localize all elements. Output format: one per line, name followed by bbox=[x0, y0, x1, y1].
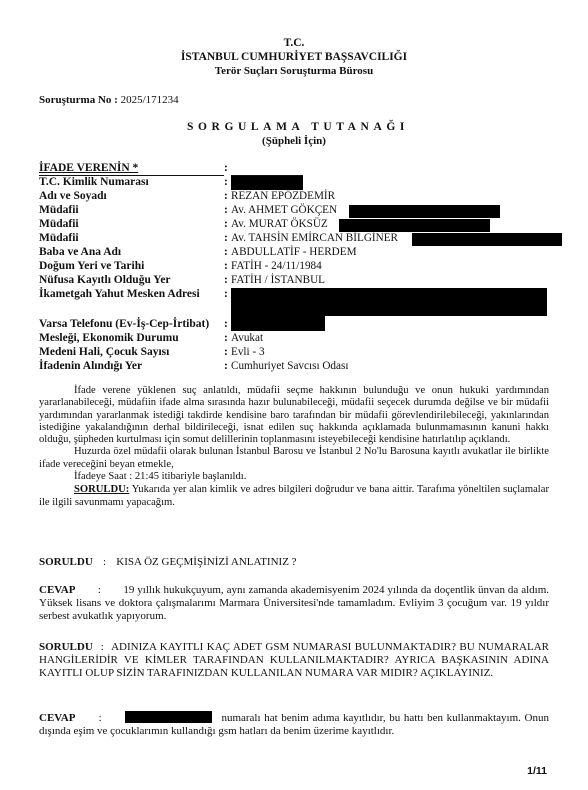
redacted-counsel-1 bbox=[349, 205, 500, 218]
field-colon: : bbox=[224, 346, 228, 358]
answer-2 bbox=[39, 711, 549, 738]
redacted-counsel-3 bbox=[412, 233, 562, 246]
field-value-counsel-3: Av. TAHSİN EMİRCAN BİLGİNER bbox=[231, 232, 399, 244]
counsel-paragraph: Huzurda özel müdafii olarak bulunan İstanbul Barosu ve İstanbul 2 No'lu Barosuna kayıtlı avukatlar ile birlikte ifade vereceğini beyan etmekle, bbox=[39, 446, 549, 470]
field-value-counsel-2: Av. MURAT ÖKSÜZ bbox=[231, 218, 328, 230]
field-label-counsel-3: Müdafii bbox=[39, 232, 79, 244]
document-title: SORGULAMA TUTANAĞI bbox=[187, 121, 409, 133]
redacted-address bbox=[231, 288, 547, 316]
answer-text: 19 yıllık hukukçuyum, aynı zamanda akademisyenim 2024 yılında da doçentlik ünvan da aldım. Yüksek lisans ve doktora çalışmalarımı Marmara Üniversitesi'nde tamamladım. Evliyim 3 çocuğum var. 19 yıldır serbest avukatlık yapıyorum. bbox=[39, 584, 549, 623]
header-tc: T.C. bbox=[283, 37, 305, 49]
rights-notice bbox=[39, 385, 549, 509]
field-label-counsel-1: Müdafii bbox=[39, 204, 79, 216]
field-label-marital: Medeni Hali, Çocuk Sayısı bbox=[39, 346, 170, 358]
redacted-tc-id bbox=[231, 176, 303, 190]
field-value-marital: Evli - 3 bbox=[231, 346, 265, 358]
first-question-paragraph bbox=[39, 484, 549, 509]
field-colon: : bbox=[224, 332, 228, 344]
question-1 bbox=[39, 556, 549, 569]
page-number: 1/11 bbox=[527, 765, 547, 777]
field-colon: : bbox=[224, 274, 228, 286]
field-label-phone: Varsa Telefonu (Ev-İş-Cep-İrtibat) bbox=[39, 318, 210, 330]
field-label-tc-id: T.C. Kimlik Numarası bbox=[39, 176, 149, 188]
redacted-gsm-number bbox=[125, 711, 212, 723]
field-colon: : bbox=[224, 232, 228, 244]
question-label: SORULDU bbox=[39, 641, 93, 653]
field-colon: : bbox=[224, 204, 228, 216]
field-value-birth: FATİH - 24/11/1984 bbox=[231, 260, 322, 272]
question-sep: : bbox=[103, 556, 107, 568]
header-bureau: Terör Suçları Soruşturma Bürosu bbox=[214, 65, 374, 77]
field-colon: : bbox=[224, 218, 228, 230]
field-value-counsel-1: Av. AHMET GÖKÇEN bbox=[231, 204, 338, 216]
answer-sep: : bbox=[97, 584, 101, 596]
header-office: İSTANBUL CUMHURİYET BAŞSAVCILIĞI bbox=[180, 51, 408, 63]
field-colon: : bbox=[224, 176, 228, 188]
question-sep: : bbox=[100, 641, 104, 653]
field-label-parents: Baba ve Ana Adı bbox=[39, 246, 122, 258]
answer-sep: : bbox=[98, 712, 102, 724]
redacted-counsel-2 bbox=[339, 219, 490, 232]
field-label-occupation: Mesleği, Ekonomik Durumu bbox=[39, 332, 179, 344]
field-colon: : bbox=[224, 260, 228, 272]
field-value-parents: ABDULLATİF - HERDEM bbox=[231, 246, 357, 258]
field-label-registry: Nüfusa Kayıtlı Olduğu Yer bbox=[39, 274, 171, 286]
field-value-name: REZAN EPÖZDEMİR bbox=[231, 190, 336, 202]
start-time: İfadeye Saat : 21:45 itibariyle başlanıldı. bbox=[74, 471, 247, 483]
field-value-location: Cumhuriyet Savcısı Odası bbox=[231, 360, 349, 372]
field-colon: : bbox=[224, 246, 228, 258]
field-label-address: İkametgah Yahut Mesken Adresi bbox=[39, 288, 200, 300]
field-colon: : bbox=[224, 162, 228, 174]
field-colon: : bbox=[224, 318, 228, 330]
asked-label: SORULDU: bbox=[74, 484, 130, 496]
answer-1 bbox=[39, 584, 549, 624]
answer-label: CEVAP bbox=[39, 712, 76, 724]
answer-text: numaralı hat benim adıma kayıtlıdır, bu hattı ben kullanmaktayım. Onun dışında eşim ve çocuklarımın kullandığı gsm hatları da benim üzerime kayıtlıdır. bbox=[39, 712, 550, 738]
field-label-counsel-2: Müdafii bbox=[39, 218, 79, 230]
field-label-location: İfadenin Alındığı Yer bbox=[39, 360, 143, 372]
investigation-value: 2025/171234 bbox=[120, 94, 179, 106]
investigation-label: Soruşturma No : bbox=[39, 94, 118, 106]
field-label-statement-giver: İFADE VERENİN * bbox=[39, 162, 139, 174]
question-text: KISA ÖZ GEÇMİŞİNİZİ ANLATINIZ ? bbox=[116, 556, 297, 568]
redacted-phone bbox=[231, 316, 325, 331]
investigation-number bbox=[39, 94, 179, 106]
question-2 bbox=[39, 641, 549, 681]
field-label-name: Adı ve Soyadı bbox=[39, 190, 107, 202]
field-label-birth: Doğum Yeri ve Tarihi bbox=[39, 260, 145, 272]
question-text: ADINIZA KAYITLI KAÇ ADET GSM NUMARASI BULUNMAKTADIR? BU NUMARALAR HANGİLERİDİR VE KİMLER TARAFINDAN KULLANILMAKTADIR? AYRICA BAŞKASININ ADINA KAYITLI OLUP SİZİN TARAFINIZDAN KULLANILAN NUMARA VAR MIDIR? AÇIKLAYINIZ. bbox=[39, 641, 550, 680]
field-colon: : bbox=[224, 190, 228, 202]
field-value-registry: FATİH / İSTANBUL bbox=[231, 274, 325, 286]
answer-label: CEVAP bbox=[39, 584, 76, 596]
question-label: SORULDU bbox=[39, 556, 93, 568]
field-colon: : bbox=[224, 360, 228, 372]
document-subtitle: (Şüpheli İçin) bbox=[262, 135, 326, 147]
rights-paragraph: İfade verene yüklenen suç anlatıldı, müdafii seçme hakkının bulunduğu ve onun hukuki yardımından yararlanabileceği, müdafiin ifade alma sırasında hazır bulunabileceği, müdafii seçecek durumda değilse ve bir müdafii yardımından yararlanmak istediği takdirde kendisine baro tarafından bir müdafii görevlendirilebileceği, yakınlarından istediğine yakalandığının derhal bildirileceği, isnat edilen suç hakkında açıklamada bulunmamasının kanuni hakkı olduğu, şüpheden kurtulması için somut delillerinin toplanmasını isteyebileceği kendisine hatırlatılıp açıklandı. bbox=[39, 385, 549, 446]
asked-text: Yukarıda yer alan kimlik ve adres bilgileri doğrudur ve bana aittir. Tarafıma yöneltilen suçlamalar ile ilgili savunmamı yapacağım. bbox=[39, 484, 549, 508]
field-colon: : bbox=[224, 288, 228, 300]
field-value-occupation: Avukat bbox=[231, 332, 264, 344]
